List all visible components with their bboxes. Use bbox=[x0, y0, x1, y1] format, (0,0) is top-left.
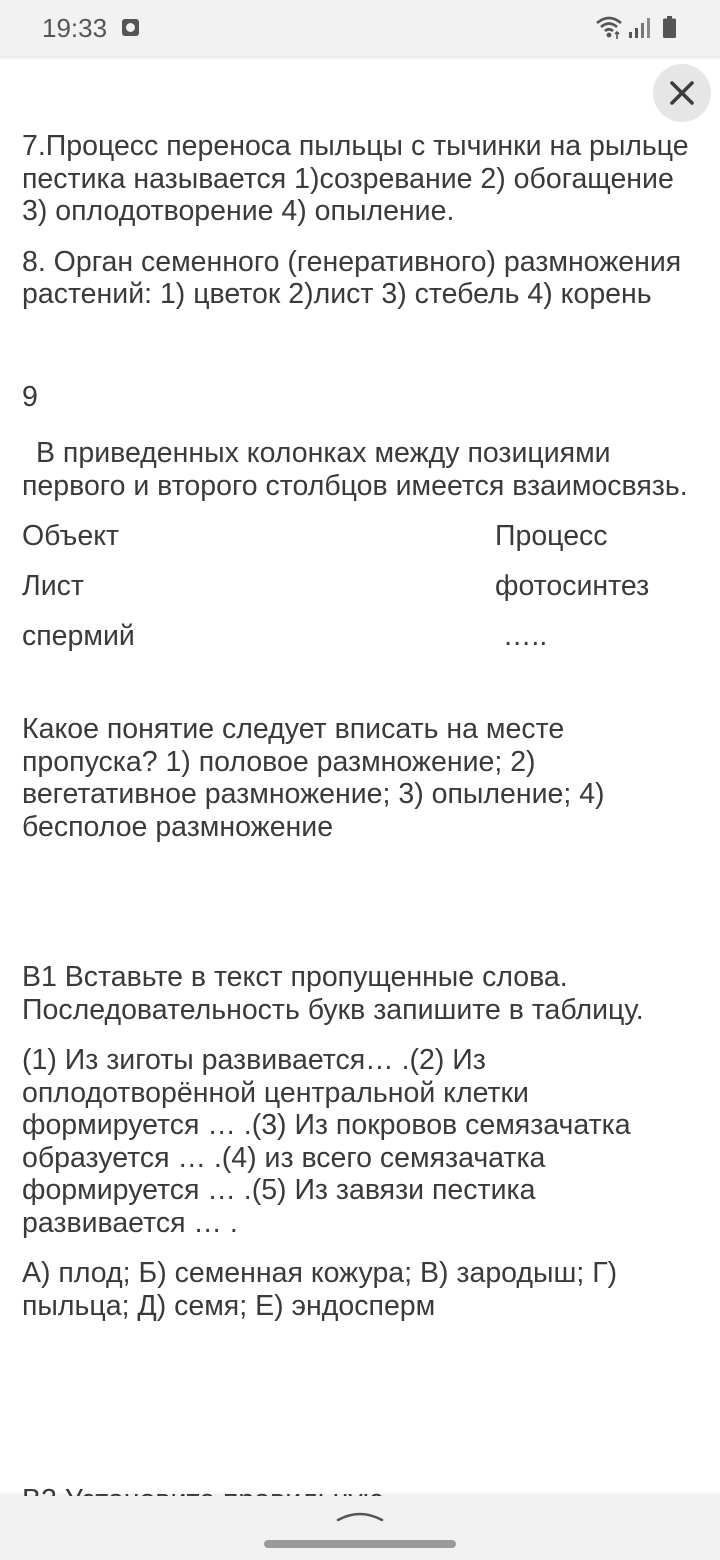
question-8: 8. Орган семенного (генеративного) размножения растений: 1) цветок 2)лист 3) стебель 4) корень bbox=[22, 245, 682, 310]
question-9-number: 9 bbox=[22, 380, 38, 413]
table-cell: Лист bbox=[22, 569, 84, 602]
table-header-row bbox=[22, 511, 702, 561]
close-button[interactable] bbox=[653, 64, 711, 122]
wifi-icon bbox=[594, 14, 624, 40]
question-7: 7.Процесс переноса пыльцы с тычинки на рыльце пестика называется 1)созревание 2) обогащение 3) оплодотворение 4) опыление. bbox=[22, 130, 689, 227]
question-9-prompt: Какое понятие следует вписать на месте пропуска? 1) половое размножение; 2) вегетативное размножение; 3) опыление; 4) бесполое размножение bbox=[22, 713, 605, 843]
table-cell: фотосинтез bbox=[495, 569, 650, 602]
table-cell: ….. bbox=[495, 619, 548, 652]
task-b1-title: В1 Вставьте в текст пропущенные слова. Последовательность букв запишите в таблицу. bbox=[22, 961, 644, 1026]
task-b1-text: (1) Из зиготы развивается… .(2) Из оплодотворённой центральной клетки формируется … .(3) Из покровов семязачатка образуется … .(4) из всего семязачатка формируется … .(5) Из завязи пестика развивается … . bbox=[22, 1044, 631, 1239]
status-bar bbox=[0, 0, 720, 56]
table-header-object: Объект bbox=[22, 519, 120, 552]
table-row bbox=[22, 561, 702, 611]
table-header-process: Процесс bbox=[495, 519, 608, 552]
bottom-navigation bbox=[0, 1496, 720, 1560]
question-9-intro: В приведенных колонках между позициями первого и второго столбцов имеется взаимосвязь. bbox=[22, 437, 688, 502]
status-time: 19:33 bbox=[42, 13, 108, 43]
battery-icon bbox=[663, 16, 676, 38]
table-cell: спермий bbox=[22, 619, 135, 652]
chevron-up-icon[interactable] bbox=[336, 1506, 384, 1524]
task-b1-options: А) плод; Б) семенная кожура; В) зародыш; Г) пыльца; Д) семя; Е) эндосперм bbox=[22, 1257, 618, 1322]
document-content bbox=[22, 130, 702, 1322]
signal-icon bbox=[628, 16, 650, 38]
close-icon bbox=[670, 81, 694, 105]
home-indicator[interactable] bbox=[264, 1540, 456, 1548]
notification-icon bbox=[122, 19, 139, 36]
table-row bbox=[22, 611, 702, 661]
